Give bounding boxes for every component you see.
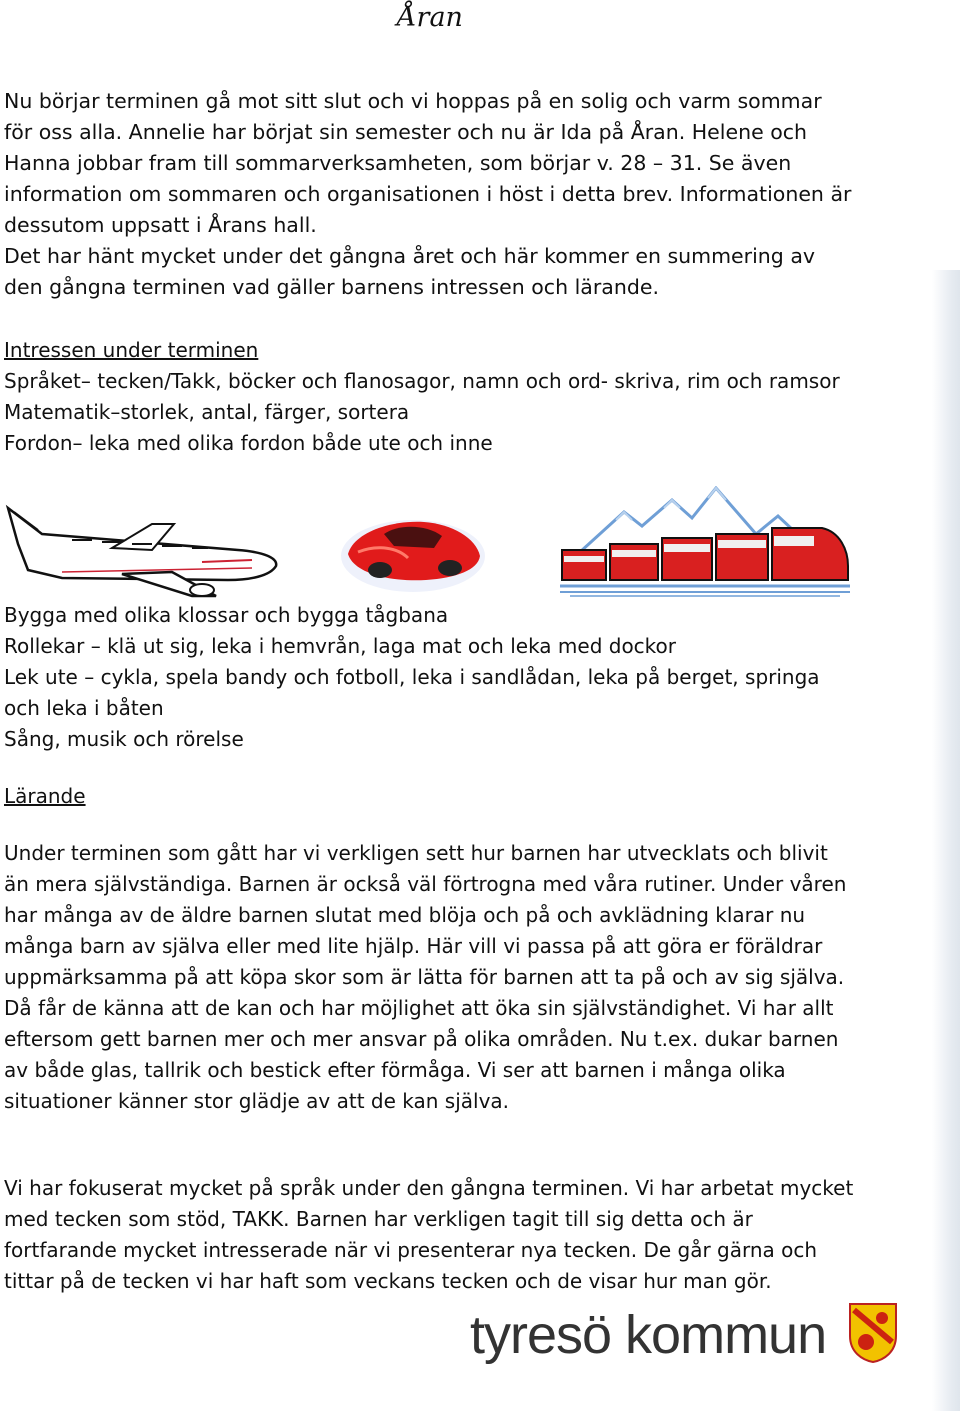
learning-paragraph: Vi har fokuserat mycket på språk under den gångna terminen. Vi har arbetat mycket med tecken som stöd, TAKK. Barnen har verkligen tagit till sig detta och är fortfarande mycket intresserade när vi presenterar nya tecken. De går gärna och tittar på de tecken vi har haft som veckans tecken och de visar hur man gör.	[4, 1176, 854, 1293]
interests-heading: Intressen under terminen	[4, 338, 259, 362]
intro-paragraph: Det har hänt mycket under det gångna året och här kommer en summering av den gångna terminen vad gäller barnens intressen och lärande.	[4, 244, 816, 299]
interest-item: Språket– tecken/Takk, böcker och flanosagor, namn och ord- skriva, rim och ramsor	[4, 369, 840, 393]
learning-heading: Lärande	[4, 784, 86, 808]
intro-paragraph: Nu börjar terminen gå mot sitt slut och vi hoppas på en solig och varm sommar för oss alla. Annelie har börjat sin semester och nu är Ida på Åran. Helene och Hanna jobbar fram till sommarverksamheten, som börjar v. 28 – 31. Se även information om sommaren och organisationen i höst i detta brev. Informationen är dessutom uppsatt i Årans hall.	[4, 89, 852, 237]
interest-item: Bygga med olika klossar och bygga tågbana	[4, 603, 449, 627]
airplane-illustration	[2, 500, 286, 598]
learning-heading-block	[4, 781, 854, 812]
interest-item: Sång, musik och rörelse	[4, 727, 244, 751]
intro-section	[4, 86, 854, 303]
tyreso-kommun-logo	[470, 1300, 830, 1370]
learning-paragraph-2	[4, 1173, 854, 1297]
learning-paragraph: Under terminen som gått har vi verkligen sett hur barnen har utvecklats och blivit än mera självständiga. Barnen är också väl förtrogna med våra rutiner. Under våren har många av de äldre barnen slutat med blöja och på och avklädning klarar nu många barn av själva eller med lite hjälp. Här vill vi passa på att göra er föräldrar uppmärksamma på att köpa skor som är lätta för barnen att ta på och av sig själva. Då får de känna att de kan och har möjlighet att öka sin självständighet. Vi har allt eftersom gett barnen mer och mer ansvar på olika områden. Nu t.ex. dukar barnen av både glas, tallrik och bestick efter förmåga. Vi ser att barnen i många olika situationer känner stor glädje av att de kan själva.	[4, 841, 847, 1113]
learning-paragraph-1	[4, 838, 854, 1117]
interest-item: Fordon– leka med olika fordon både ute och inne	[4, 431, 493, 455]
page-title: Åran	[397, 2, 463, 33]
red-car-illustration	[338, 508, 488, 592]
coat-of-arms-icon	[848, 1302, 898, 1364]
interests-section	[4, 335, 854, 459]
interest-item: Rollekar – klä ut sig, leka i hemvrån, laga mat och leka med dockor	[4, 634, 677, 658]
train-mountains-illustration	[560, 486, 850, 600]
interest-item: Matematik–storlek, antal, färger, sortera	[4, 400, 410, 424]
interest-item: Lek ute – cykla, spela bandy och fotboll, leka i sandlådan, leka på berget, springa och leka i båten	[4, 665, 820, 720]
logo-text: tyresö kommun	[470, 1305, 827, 1365]
interests-continued	[4, 600, 854, 755]
page-edge-shadow	[932, 270, 960, 1411]
